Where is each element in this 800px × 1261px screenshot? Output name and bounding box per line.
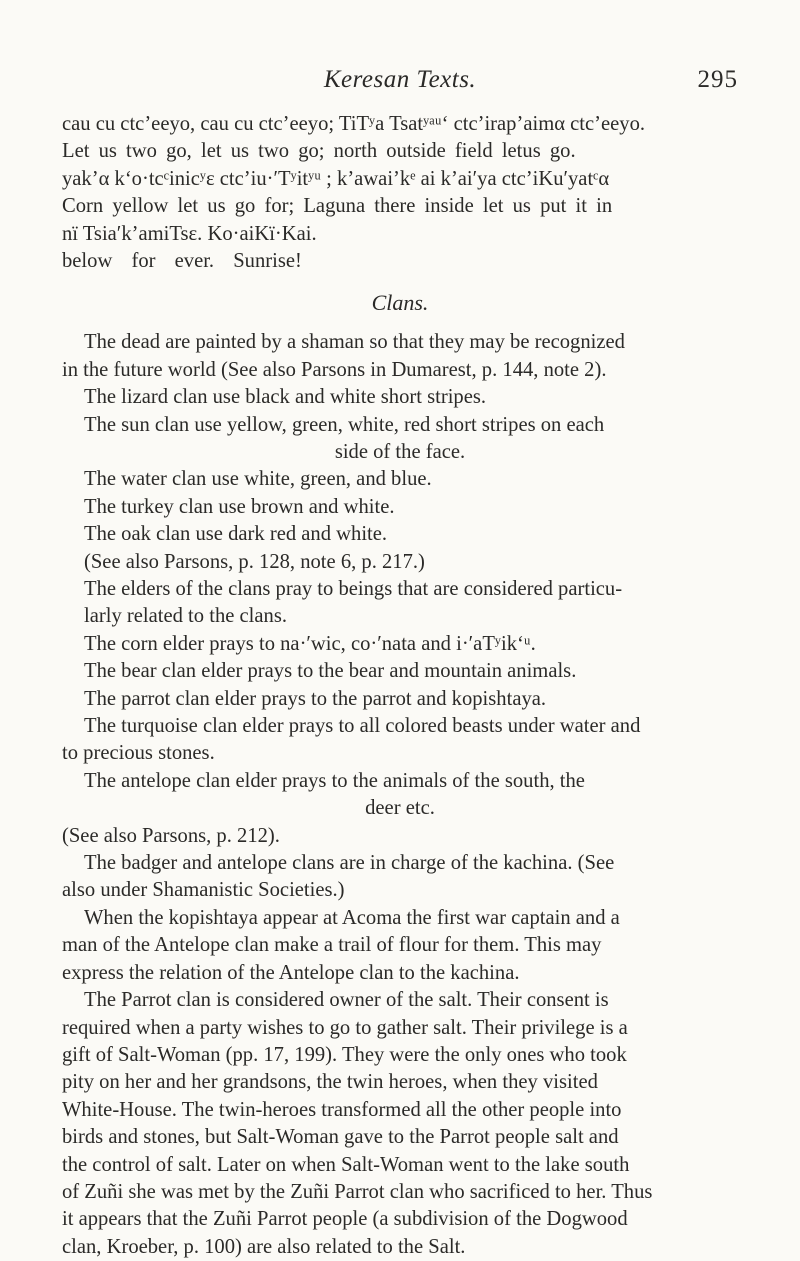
paragraph-line: birds and stones, but Salt-Woman gave to the Parrot people salt and [62,1126,619,1149]
paragraph-line: The turquoise clan elder prays to all colored beasts under water and [84,715,641,738]
paragraph-line: clan, Kroeber, p. 100) are also related to the Salt. [62,1235,466,1258]
paragraph-line: The corn elder prays to na·′wic, co·′nata and i·′aTʸik‘ᵘ. [84,632,536,655]
clan-paragraphs [62,329,738,1261]
text-line-3: yak’α k‘o·tcᶜinicʸɛ ctc’iu·′Tʸitʸᵘ ; k’awai’kᵉ ai k’ai′ya ctc’iKu′yatᶜα [62,167,610,190]
text-line-6: below for ever. Sunrise! [62,249,302,272]
section-heading: Clans. [371,290,429,316]
paragraph-line: The turkey clan use brown and white. [84,495,395,518]
paragraph-line: (See also Parsons, p. 212). [62,824,280,847]
paragraph-line: man of the Antelope clan make a trail of flour for them. This may [62,934,602,957]
text-line-2 [62,138,738,165]
paragraph-line: pity on her and her grandsons, the twin heroes, when they visited [62,1071,598,1094]
paragraph-line: larly related to the clans. [84,605,287,628]
paragraph-line: deer etc. [365,797,435,820]
text-line-5: nï Tsia′k’amiTsɛ. Ko·aiKï·Kai. [62,222,317,245]
interlinear-text [62,111,738,275]
paragraph-line: The sun clan use yellow, green, white, red short stripes on each [84,413,605,436]
paragraph-line: of Zuñi she was met by the Zuñi Parrot clan who sacrificed to her. Thus [62,1180,653,1203]
paragraph-line: The elders of the clans pray to beings that are considered particu- [84,578,623,600]
paragraph-line: The Parrot clan is considered owner of the salt. Their consent is [84,989,609,1012]
text-line-4: Corn yellow let us go for; Laguna there inside let us put it in [62,195,613,218]
paragraph-line: The water clan use white, green, and blue. [84,468,432,491]
paragraph-line: When the kopishtaya appear at Acoma the first war captain and a [84,906,620,929]
paragraph-line: The badger and antelope clans are in charge of the kachina. (See [84,852,615,875]
paragraph-line: The antelope clan elder prays to the animals of the south, the [84,769,585,792]
running-title: Keresan Texts. [323,66,477,93]
page-header [62,66,738,106]
paragraph-line: gift of Salt-Woman (pp. 17, 199). They were the only ones who took [62,1043,627,1066]
text-line-1: cau cu ctc’eeyo, cau cu ctc’eeyo; TiTʸa Tsatʸᵃᵘ‘ ctc’irap’aimα ctc’eeyo. [62,113,646,135]
paragraph-line: (See also Parsons, p. 128, note 6, p. 217.) [84,550,425,573]
paragraph-line: to precious stones. [62,742,215,765]
page-number: 295 [697,66,738,93]
paragraph-line: The parrot clan elder prays to the parrot and kopishtaya. [84,687,547,710]
paragraph-line: The oak clan use dark red and white. [84,523,388,546]
paragraph-line: White-House. The twin-heroes transformed all the other people into [62,1098,622,1121]
paragraph-line: The lizard clan use black and white short stripes. [84,386,487,409]
paragraph-line: the control of salt. Later on when Salt-Woman went to the lake south [62,1153,630,1176]
paragraph-line: The dead are painted by a shaman so that they may be recognized [84,331,625,354]
page-body [62,111,738,1261]
paragraph-line: side of the face. [334,440,466,463]
paragraph-line: also under Shamanistic Societies.) [62,879,345,902]
gloss-line-1: Let us two go, let us two go; north outside field letus go. [62,140,576,163]
paragraph-line: express the relation of the Antelope clan to the kachina. [62,961,520,984]
paragraph-line: The bear clan elder prays to the bear and mountain animals. [84,660,577,683]
paragraph-line: in the future world (See also Parsons in Dumarest, p. 144, note 2). [62,358,607,381]
paragraph-line: it appears that the Zuñi Parrot people (a subdivision of the Dogwood [62,1208,628,1231]
paragraph-line: required when a party wishes to go to gather salt. Their privilege is a [62,1016,628,1039]
